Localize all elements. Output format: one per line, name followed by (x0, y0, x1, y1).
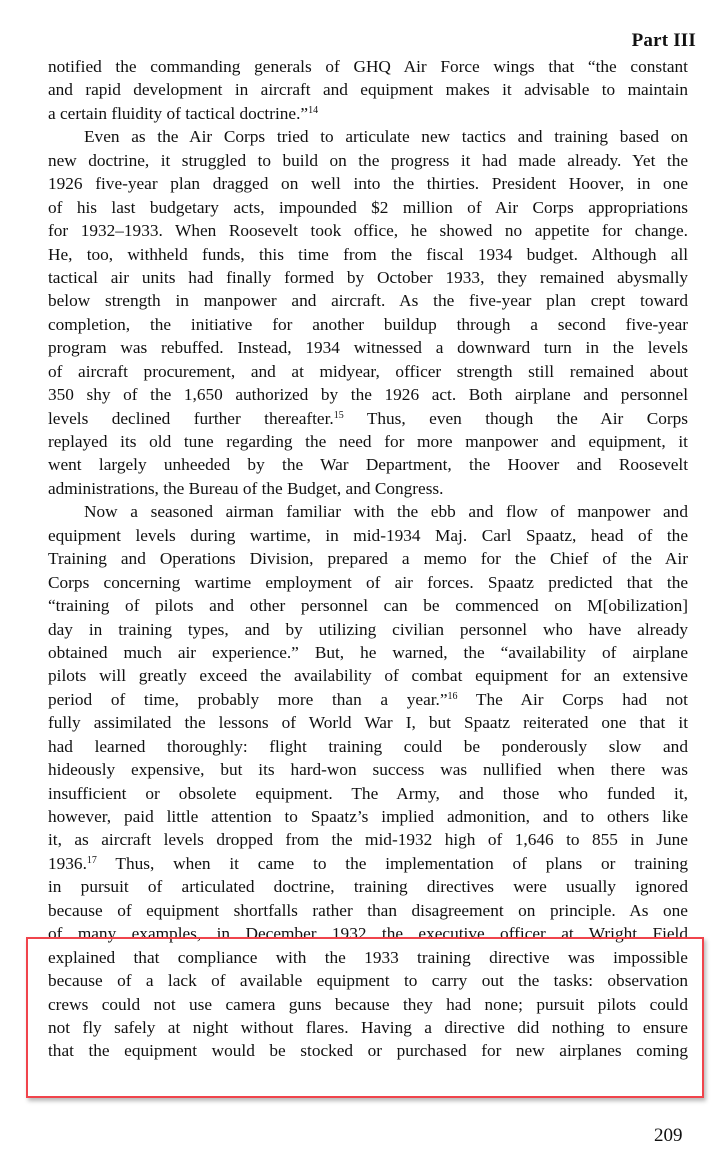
body-text (48, 55, 688, 1063)
text-line-content: fully assimilated the lessons of World War I, but Spaatz reiterated one that it (48, 713, 689, 733)
text-line-content: had learned thoroughly: flight training could be ponderously slow and (48, 736, 688, 756)
text-line (48, 149, 688, 172)
text-line-content: below strength in manpower and aircraft. As the five-year plan crept toward (48, 291, 689, 311)
text-line-content: in pursuit of articulated doctrine, training directives were usually ignored (48, 877, 688, 897)
text-line (48, 55, 688, 78)
text-line (48, 289, 688, 312)
text-line (48, 313, 688, 336)
text-line (48, 946, 688, 969)
text-line (48, 78, 688, 101)
text-line (48, 969, 688, 992)
text-line-content: not fly safely at night without flares. Having a directive did nothing to ensure (48, 1017, 688, 1037)
text-line-content: tactical air units had finally formed by October 1933, they remained abysmally (48, 267, 689, 287)
text-line (48, 711, 688, 734)
text-line (48, 383, 688, 406)
text-line (48, 852, 688, 875)
text-line-content: of his last budgetary acts, impounded $2 million of Air Corps appropriations (48, 197, 689, 217)
text-line-content: Corps concerning wartime employment of air forces. Spaatz predicted that the (48, 572, 689, 592)
text-line-content: Now a seasoned airman familiar with the ebb and flow of manpower and (84, 502, 688, 522)
running-head: Part III (631, 30, 696, 51)
text-line (48, 524, 688, 547)
text-line (48, 688, 688, 711)
text-line-content: levels declined further thereafter. (48, 408, 334, 428)
text-line (48, 1039, 688, 1062)
text-line-content: 1936. (48, 853, 87, 873)
text-line-content: of aircraft procurement, and at midyear, officer strength still remained about (48, 361, 689, 381)
text-line (48, 196, 688, 219)
text-line (48, 735, 688, 758)
text-line (48, 1016, 688, 1039)
text-line-content: insufficient or obsolete equipment. The Army, and those who funded it, (48, 783, 688, 803)
text-line-content: replayed its old tune regarding the need for more manpower and equipment, it (48, 432, 688, 451)
footnote-marker: 14 (308, 104, 319, 116)
text-line-content: because of a lack of available equipment to carry out the tasks: observation (48, 971, 689, 991)
text-line (48, 547, 688, 570)
text-line (48, 641, 688, 664)
text-line-content: explained that compliance with the 1933 training directive was impossible (48, 947, 688, 967)
text-line-content: it, as aircraft levels dropped from the mid-1932 high of 1,646 to 855 in June (48, 830, 688, 850)
text-line-continuation: Thus, when it came to the implementation of plans or training (96, 853, 689, 873)
text-line-content: went largely unheeded by the War Department, the Hoover and Roosevelt (48, 455, 689, 475)
text-line (48, 172, 688, 195)
text-line-content: He, too, withheld funds, this time from the fiscal 1934 budget. Although all (48, 244, 689, 264)
text-line-content: obtained much air experience.” But, he warned, the “availability of airplane (48, 642, 688, 662)
text-line-content: program was rebuffed. Instead, 1934 witnessed a downward turn in the levels (48, 338, 689, 358)
text-line-content: a certain fluidity of tactical doctrine.” (48, 103, 309, 123)
text-line-content: notified the commanding generals of GHQ Air Force wings that “the constant (48, 57, 688, 76)
footnote-marker: 15 (333, 409, 344, 421)
text-line-content: Training and Operations Division, prepared a memo for the Chief of the Air (48, 549, 688, 569)
text-line (48, 453, 688, 476)
text-line (48, 758, 688, 781)
footnote-marker: 16 (447, 690, 458, 702)
footnote-marker: 17 (86, 854, 97, 866)
text-line (48, 500, 688, 523)
text-line (48, 594, 688, 617)
text-line-content: for 1932–1933. When Roosevelt took office, he showed no appetite for change. (48, 221, 688, 241)
text-line-content: 350 shy of the 1,650 authorized by the 1926 act. Both airplane and personnel (48, 385, 688, 405)
text-line-content: 1926 five-year plan dragged on well into the thirties. President Hoover, in one (48, 174, 689, 194)
text-line-content: pilots will greatly exceed the availability of combat equipment for an extensive (48, 666, 688, 686)
text-line-content: equipment levels during wartime, in mid-1934 Maj. Carl Spaatz, head of the (48, 525, 688, 545)
text-line-content: however, paid little attention to Spaatz’s implied admonition, and to others like (48, 807, 689, 826)
text-line (48, 477, 688, 500)
text-line-content: “training of pilots and other personnel can be commenced on M[obilization] (48, 596, 689, 616)
text-line (48, 664, 688, 687)
text-line (48, 336, 688, 359)
text-line-content: completion, the initiative for another buildup through a second five-year (48, 314, 688, 334)
text-line (48, 360, 688, 383)
text-line-content: crews could not use camera guns because they had none; pursuit pilots could (48, 994, 688, 1014)
text-line (48, 782, 688, 805)
text-line-content: because of equipment shortfalls rather than disagreement on principle. As one (48, 900, 688, 920)
text-line-content: and rapid development in aircraft and equipment makes it advisable to maintain (48, 80, 689, 100)
text-line (48, 243, 688, 266)
text-line (48, 993, 688, 1016)
text-line-content: period of time, probably more than a year.” (48, 689, 448, 709)
text-line (48, 125, 688, 148)
text-line (48, 828, 688, 851)
text-line (48, 618, 688, 641)
text-line (48, 922, 688, 945)
text-line (48, 407, 688, 430)
text-line-content: new doctrine, it struggled to build on the progress it had made already. Yet the (48, 150, 688, 170)
text-line (48, 899, 688, 922)
text-line (48, 805, 688, 828)
text-line (48, 219, 688, 242)
text-line (48, 875, 688, 898)
text-line-continuation: Thus, even though the Air Corps (343, 408, 688, 428)
text-line (48, 266, 688, 289)
page-number: 209 (654, 1125, 683, 1146)
text-line-content: Even as the Air Corps tried to articulate new tactics and training based on (84, 127, 689, 147)
text-line-content: that the equipment would be stocked or purchased for new airplanes coming (48, 1041, 689, 1061)
text-line (48, 102, 688, 125)
text-line-content: day in training types, and by utilizing civilian personnel who have already (48, 619, 689, 639)
text-line (48, 430, 688, 453)
text-line-content: of many examples, in December 1932 the executive officer at Wright Field (48, 924, 688, 944)
text-line-content: hideously expensive, but its hard-won success was nullified when there was (48, 760, 688, 780)
text-line-content: administrations, the Bureau of the Budget, and Congress. (48, 478, 444, 498)
text-line-continuation: The Air Corps had not (457, 689, 688, 709)
text-line (48, 571, 688, 594)
